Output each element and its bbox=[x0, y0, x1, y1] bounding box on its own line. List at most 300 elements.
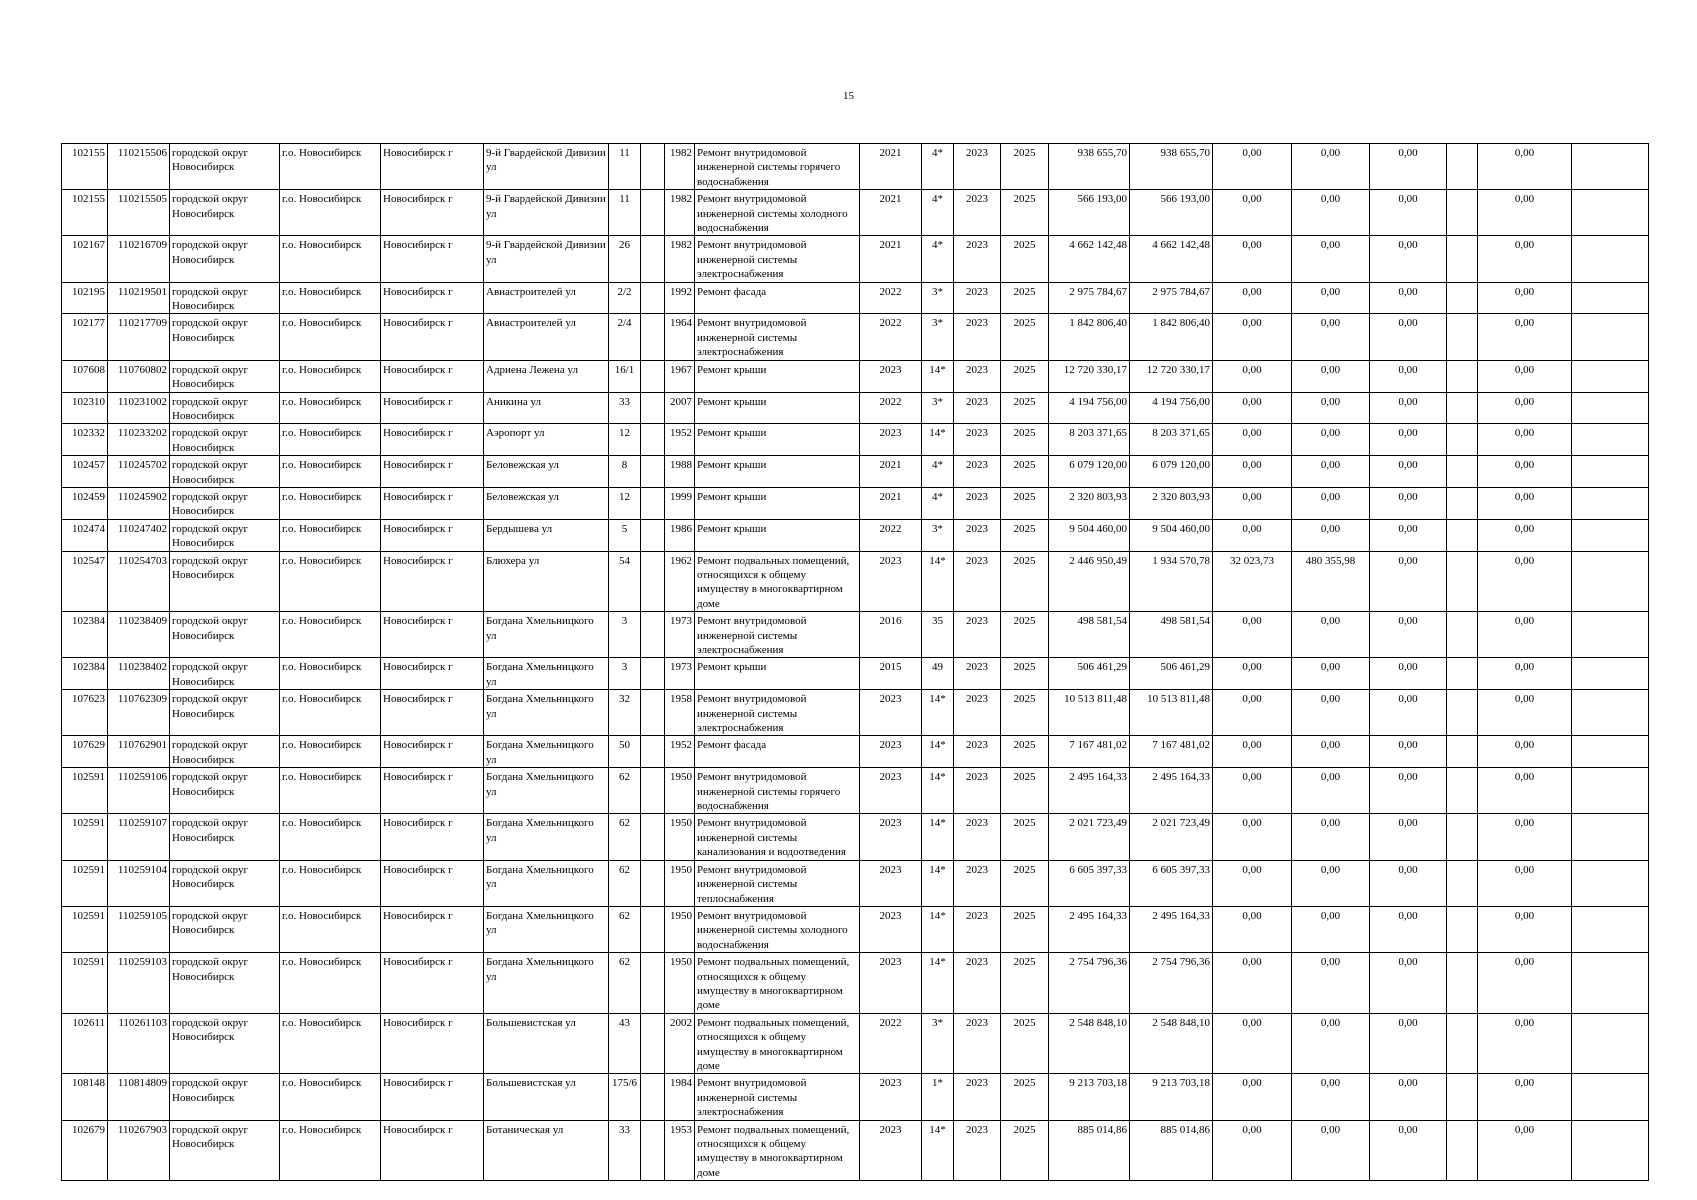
cell-fund-cost: 9 504 460,00 bbox=[1130, 519, 1213, 551]
cell-street: Большевистская ул bbox=[484, 1013, 609, 1074]
cell-empty-a bbox=[1447, 456, 1478, 488]
cell-year-built: 1973 bbox=[665, 612, 695, 658]
cell-budget-c: 0,00 bbox=[1370, 953, 1447, 1014]
table-row bbox=[62, 814, 1649, 860]
cell-budget-b: 0,00 bbox=[1292, 906, 1370, 952]
cell-municipality: г.о. Новосибирск bbox=[280, 392, 381, 424]
cell-budget-b: 0,00 bbox=[1292, 392, 1370, 424]
cell-municipality: г.о. Новосибирск bbox=[280, 736, 381, 768]
cell-district: городской округ Новосибирск bbox=[170, 690, 280, 736]
cell-house-number: 62 bbox=[609, 860, 641, 906]
cell-locality: Новосибирск г bbox=[381, 551, 484, 612]
cell-end-year: 2025 bbox=[1001, 768, 1049, 814]
cell-empty-b bbox=[1572, 768, 1649, 814]
cell-building bbox=[641, 906, 665, 952]
cell-start-year: 2023 bbox=[954, 658, 1001, 690]
cell-empty-a bbox=[1447, 551, 1478, 612]
cell-building bbox=[641, 736, 665, 768]
cell-fund-cost: 4 194 756,00 bbox=[1130, 392, 1213, 424]
cell-start-year: 2023 bbox=[954, 360, 1001, 392]
table-row bbox=[62, 1013, 1649, 1074]
cell-end-year: 2025 bbox=[1001, 860, 1049, 906]
cell-budget-c: 0,00 bbox=[1370, 456, 1447, 488]
cell-district: городской округ Новосибирск bbox=[170, 1013, 280, 1074]
cell-locality: Новосибирск г bbox=[381, 144, 484, 190]
cell-total-cost: 938 655,70 bbox=[1049, 144, 1130, 190]
cell-year-built: 1986 bbox=[665, 519, 695, 551]
cell-empty-b bbox=[1572, 392, 1649, 424]
cell-end-year: 2025 bbox=[1001, 658, 1049, 690]
cell-budget-c: 0,00 bbox=[1370, 690, 1447, 736]
cell-planned-year: 2023 bbox=[860, 1074, 922, 1120]
cell-street: Богдана Хмельницкого ул bbox=[484, 612, 609, 658]
repair-program-table-wrapper bbox=[61, 143, 1640, 1181]
cell-total-cost: 9 213 703,18 bbox=[1049, 1074, 1130, 1120]
cell-year-built: 1984 bbox=[665, 1074, 695, 1120]
cell-empty-a bbox=[1447, 612, 1478, 658]
cell-total-cost: 2 021 723,49 bbox=[1049, 814, 1130, 860]
cell-empty-a bbox=[1447, 1074, 1478, 1120]
cell-end-year: 2025 bbox=[1001, 1013, 1049, 1074]
cell-budget-c: 0,00 bbox=[1370, 360, 1447, 392]
cell-district: городской округ Новосибирск bbox=[170, 392, 280, 424]
cell-building bbox=[641, 424, 665, 456]
cell-district: городской округ Новосибирск bbox=[170, 144, 280, 190]
cell-work-code: 110245702 bbox=[108, 456, 170, 488]
cell-work-code: 110261103 bbox=[108, 1013, 170, 1074]
cell-work-code: 110233202 bbox=[108, 424, 170, 456]
cell-criterion: 3* bbox=[922, 392, 954, 424]
cell-total-cost: 6 605 397,33 bbox=[1049, 860, 1130, 906]
cell-end-year: 2025 bbox=[1001, 519, 1049, 551]
cell-building bbox=[641, 360, 665, 392]
cell-fund-cost: 7 167 481,02 bbox=[1130, 736, 1213, 768]
cell-budget-c: 0,00 bbox=[1370, 144, 1447, 190]
cell-house-id: 102384 bbox=[62, 612, 108, 658]
cell-year-built: 1950 bbox=[665, 906, 695, 952]
cell-total-cost: 885 014,86 bbox=[1049, 1120, 1130, 1181]
cell-empty-a bbox=[1447, 236, 1478, 282]
cell-street: 9-й Гвардейской Дивизии ул bbox=[484, 144, 609, 190]
cell-year-built: 1999 bbox=[665, 487, 695, 519]
cell-building bbox=[641, 314, 665, 360]
cell-fund-cost: 4 662 142,48 bbox=[1130, 236, 1213, 282]
cell-budget-c: 0,00 bbox=[1370, 612, 1447, 658]
cell-street: Адриена Лежена ул bbox=[484, 360, 609, 392]
cell-work-type: Ремонт внутридомовой инженерной системы электроснабжения bbox=[695, 1074, 860, 1120]
cell-year-built: 2007 bbox=[665, 392, 695, 424]
cell-fund-cost: 6 605 397,33 bbox=[1130, 860, 1213, 906]
cell-locality: Новосибирск г bbox=[381, 906, 484, 952]
cell-locality: Новосибирск г bbox=[381, 190, 484, 236]
cell-planned-year: 2023 bbox=[860, 736, 922, 768]
cell-end-year: 2025 bbox=[1001, 392, 1049, 424]
cell-work-code: 110215505 bbox=[108, 190, 170, 236]
cell-empty-a bbox=[1447, 860, 1478, 906]
cell-locality: Новосибирск г bbox=[381, 860, 484, 906]
cell-house-number: 11 bbox=[609, 190, 641, 236]
cell-municipality: г.о. Новосибирск bbox=[280, 236, 381, 282]
cell-work-code: 110259104 bbox=[108, 860, 170, 906]
cell-work-code: 110215506 bbox=[108, 144, 170, 190]
cell-street: Богдана Хмельницкого ул bbox=[484, 658, 609, 690]
cell-start-year: 2023 bbox=[954, 612, 1001, 658]
cell-budget-c: 0,00 bbox=[1370, 1074, 1447, 1120]
cell-end-year: 2025 bbox=[1001, 690, 1049, 736]
cell-budget-a: 0,00 bbox=[1213, 1074, 1292, 1120]
table-row bbox=[62, 953, 1649, 1014]
cell-planned-year: 2016 bbox=[860, 612, 922, 658]
cell-empty-b bbox=[1572, 612, 1649, 658]
cell-other-sources: 0,00 bbox=[1478, 236, 1572, 282]
cell-house-id: 102310 bbox=[62, 392, 108, 424]
cell-empty-a bbox=[1447, 1120, 1478, 1181]
cell-house-number: 26 bbox=[609, 236, 641, 282]
cell-municipality: г.о. Новосибирск bbox=[280, 690, 381, 736]
cell-other-sources: 0,00 bbox=[1478, 144, 1572, 190]
cell-district: городской округ Новосибирск bbox=[170, 860, 280, 906]
cell-house-id: 102611 bbox=[62, 1013, 108, 1074]
cell-start-year: 2023 bbox=[954, 236, 1001, 282]
cell-locality: Новосибирск г bbox=[381, 814, 484, 860]
cell-municipality: г.о. Новосибирск bbox=[280, 144, 381, 190]
cell-end-year: 2025 bbox=[1001, 190, 1049, 236]
cell-criterion: 14* bbox=[922, 906, 954, 952]
cell-end-year: 2025 bbox=[1001, 906, 1049, 952]
cell-district: городской округ Новосибирск bbox=[170, 456, 280, 488]
cell-criterion: 4* bbox=[922, 456, 954, 488]
cell-budget-a: 0,00 bbox=[1213, 144, 1292, 190]
cell-house-number: 8 bbox=[609, 456, 641, 488]
cell-fund-cost: 10 513 811,48 bbox=[1130, 690, 1213, 736]
cell-work-code: 110814809 bbox=[108, 1074, 170, 1120]
cell-house-number: 50 bbox=[609, 736, 641, 768]
cell-house-id: 102384 bbox=[62, 658, 108, 690]
cell-municipality: г.о. Новосибирск bbox=[280, 282, 381, 314]
cell-budget-b: 0,00 bbox=[1292, 1120, 1370, 1181]
cell-street: Аникина ул bbox=[484, 392, 609, 424]
cell-locality: Новосибирск г bbox=[381, 519, 484, 551]
cell-start-year: 2023 bbox=[954, 1074, 1001, 1120]
cell-total-cost: 2 495 164,33 bbox=[1049, 906, 1130, 952]
cell-street: Бердышева ул bbox=[484, 519, 609, 551]
cell-house-number: 5 bbox=[609, 519, 641, 551]
cell-district: городской округ Новосибирск bbox=[170, 906, 280, 952]
cell-work-type: Ремонт внутридомовой инженерной системы холодного водоснабжения bbox=[695, 906, 860, 952]
table-row bbox=[62, 768, 1649, 814]
cell-work-code: 110217709 bbox=[108, 314, 170, 360]
cell-empty-b bbox=[1572, 190, 1649, 236]
cell-budget-b: 0,00 bbox=[1292, 658, 1370, 690]
cell-locality: Новосибирск г bbox=[381, 456, 484, 488]
cell-fund-cost: 1 842 806,40 bbox=[1130, 314, 1213, 360]
cell-start-year: 2023 bbox=[954, 906, 1001, 952]
cell-empty-a bbox=[1447, 519, 1478, 551]
cell-budget-c: 0,00 bbox=[1370, 190, 1447, 236]
cell-criterion: 4* bbox=[922, 236, 954, 282]
cell-district: городской округ Новосибирск bbox=[170, 768, 280, 814]
cell-locality: Новосибирск г bbox=[381, 612, 484, 658]
cell-other-sources: 0,00 bbox=[1478, 1013, 1572, 1074]
cell-street: Богдана Хмельницкого ул bbox=[484, 768, 609, 814]
table-row bbox=[62, 1074, 1649, 1120]
cell-total-cost: 2 320 803,93 bbox=[1049, 487, 1130, 519]
cell-start-year: 2023 bbox=[954, 953, 1001, 1014]
cell-empty-a bbox=[1447, 487, 1478, 519]
cell-house-id: 102591 bbox=[62, 906, 108, 952]
cell-budget-a: 0,00 bbox=[1213, 487, 1292, 519]
cell-work-type: Ремонт крыши bbox=[695, 392, 860, 424]
cell-start-year: 2023 bbox=[954, 519, 1001, 551]
cell-end-year: 2025 bbox=[1001, 736, 1049, 768]
cell-empty-b bbox=[1572, 487, 1649, 519]
cell-budget-c: 0,00 bbox=[1370, 860, 1447, 906]
cell-planned-year: 2021 bbox=[860, 456, 922, 488]
cell-planned-year: 2015 bbox=[860, 658, 922, 690]
cell-budget-a: 0,00 bbox=[1213, 282, 1292, 314]
cell-work-type: Ремонт подвальных помещений, относящихся к общему имуществу в многоквартирном доме bbox=[695, 1013, 860, 1074]
cell-year-built: 2002 bbox=[665, 1013, 695, 1074]
cell-end-year: 2025 bbox=[1001, 814, 1049, 860]
cell-start-year: 2023 bbox=[954, 814, 1001, 860]
cell-budget-a: 0,00 bbox=[1213, 768, 1292, 814]
cell-building bbox=[641, 236, 665, 282]
cell-street: Богдана Хмельницкого ул bbox=[484, 860, 609, 906]
cell-locality: Новосибирск г bbox=[381, 236, 484, 282]
cell-municipality: г.о. Новосибирск bbox=[280, 658, 381, 690]
cell-empty-b bbox=[1572, 906, 1649, 952]
cell-building bbox=[641, 282, 665, 314]
cell-house-id: 102459 bbox=[62, 487, 108, 519]
cell-locality: Новосибирск г bbox=[381, 314, 484, 360]
cell-house-number: 12 bbox=[609, 424, 641, 456]
cell-year-built: 1952 bbox=[665, 736, 695, 768]
cell-start-year: 2023 bbox=[954, 736, 1001, 768]
cell-criterion: 4* bbox=[922, 190, 954, 236]
cell-work-code: 110245902 bbox=[108, 487, 170, 519]
cell-other-sources: 0,00 bbox=[1478, 487, 1572, 519]
page-number: 15 bbox=[843, 90, 854, 102]
cell-criterion: 4* bbox=[922, 144, 954, 190]
cell-start-year: 2023 bbox=[954, 314, 1001, 360]
cell-end-year: 2025 bbox=[1001, 1074, 1049, 1120]
cell-budget-a: 32 023,73 bbox=[1213, 551, 1292, 612]
cell-house-id: 102591 bbox=[62, 814, 108, 860]
cell-district: городской округ Новосибирск bbox=[170, 236, 280, 282]
cell-municipality: г.о. Новосибирск bbox=[280, 1013, 381, 1074]
cell-street: Авиастроителей ул bbox=[484, 282, 609, 314]
cell-fund-cost: 506 461,29 bbox=[1130, 658, 1213, 690]
cell-empty-a bbox=[1447, 392, 1478, 424]
cell-municipality: г.о. Новосибирск bbox=[280, 1074, 381, 1120]
cell-work-type: Ремонт внутридомовой инженерной системы теплоснабжения bbox=[695, 860, 860, 906]
cell-budget-c: 0,00 bbox=[1370, 736, 1447, 768]
table-row bbox=[62, 456, 1649, 488]
cell-budget-c: 0,00 bbox=[1370, 906, 1447, 952]
cell-district: городской округ Новосибирск bbox=[170, 658, 280, 690]
cell-municipality: г.о. Новосибирск bbox=[280, 456, 381, 488]
cell-year-built: 1982 bbox=[665, 236, 695, 282]
cell-year-built: 1982 bbox=[665, 190, 695, 236]
cell-house-number: 3 bbox=[609, 658, 641, 690]
cell-work-type: Ремонт внутридомовой инженерной системы электроснабжения bbox=[695, 612, 860, 658]
cell-house-number: 62 bbox=[609, 768, 641, 814]
cell-total-cost: 2 495 164,33 bbox=[1049, 768, 1130, 814]
cell-budget-a: 0,00 bbox=[1213, 612, 1292, 658]
cell-fund-cost: 6 079 120,00 bbox=[1130, 456, 1213, 488]
cell-budget-a: 0,00 bbox=[1213, 953, 1292, 1014]
cell-municipality: г.о. Новосибирск bbox=[280, 190, 381, 236]
cell-budget-b: 0,00 bbox=[1292, 282, 1370, 314]
cell-fund-cost: 2 548 848,10 bbox=[1130, 1013, 1213, 1074]
cell-locality: Новосибирск г bbox=[381, 1074, 484, 1120]
cell-municipality: г.о. Новосибирск bbox=[280, 953, 381, 1014]
cell-municipality: г.о. Новосибирск bbox=[280, 860, 381, 906]
cell-budget-c: 0,00 bbox=[1370, 487, 1447, 519]
cell-budget-a: 0,00 bbox=[1213, 190, 1292, 236]
cell-house-number: 62 bbox=[609, 953, 641, 1014]
cell-start-year: 2023 bbox=[954, 860, 1001, 906]
cell-total-cost: 2 446 950,49 bbox=[1049, 551, 1130, 612]
cell-street: Богдана Хмельницкого ул bbox=[484, 906, 609, 952]
cell-house-id: 102474 bbox=[62, 519, 108, 551]
cell-budget-c: 0,00 bbox=[1370, 392, 1447, 424]
cell-budget-b: 0,00 bbox=[1292, 424, 1370, 456]
cell-year-built: 1950 bbox=[665, 860, 695, 906]
cell-criterion: 49 bbox=[922, 658, 954, 690]
cell-work-code: 110259107 bbox=[108, 814, 170, 860]
cell-year-built: 1950 bbox=[665, 814, 695, 860]
cell-other-sources: 0,00 bbox=[1478, 768, 1572, 814]
cell-budget-a: 0,00 bbox=[1213, 1120, 1292, 1181]
cell-building bbox=[641, 456, 665, 488]
table-row bbox=[62, 519, 1649, 551]
cell-empty-b bbox=[1572, 1074, 1649, 1120]
cell-total-cost: 12 720 330,17 bbox=[1049, 360, 1130, 392]
cell-work-type: Ремонт внутридомовой инженерной системы горячего водоснабжения bbox=[695, 768, 860, 814]
cell-budget-c: 0,00 bbox=[1370, 1013, 1447, 1074]
cell-planned-year: 2021 bbox=[860, 487, 922, 519]
cell-work-code: 110238409 bbox=[108, 612, 170, 658]
cell-fund-cost: 2 495 164,33 bbox=[1130, 906, 1213, 952]
cell-planned-year: 2023 bbox=[860, 768, 922, 814]
cell-work-code: 110254703 bbox=[108, 551, 170, 612]
cell-work-type: Ремонт внутридомовой инженерной системы электроснабжения bbox=[695, 314, 860, 360]
cell-house-number: 175/6 bbox=[609, 1074, 641, 1120]
table-row bbox=[62, 392, 1649, 424]
cell-municipality: г.о. Новосибирск bbox=[280, 487, 381, 519]
cell-empty-b bbox=[1572, 360, 1649, 392]
cell-house-number: 2/2 bbox=[609, 282, 641, 314]
cell-municipality: г.о. Новосибирск bbox=[280, 314, 381, 360]
cell-work-code: 110259103 bbox=[108, 953, 170, 1014]
cell-empty-a bbox=[1447, 360, 1478, 392]
cell-street: Большевистская ул bbox=[484, 1074, 609, 1120]
table-row bbox=[62, 144, 1649, 190]
cell-building bbox=[641, 953, 665, 1014]
cell-criterion: 14* bbox=[922, 690, 954, 736]
cell-total-cost: 566 193,00 bbox=[1049, 190, 1130, 236]
cell-other-sources: 0,00 bbox=[1478, 360, 1572, 392]
cell-planned-year: 2023 bbox=[860, 814, 922, 860]
cell-planned-year: 2023 bbox=[860, 360, 922, 392]
repair-program-table bbox=[61, 143, 1649, 1181]
cell-criterion: 1* bbox=[922, 1074, 954, 1120]
cell-empty-b bbox=[1572, 519, 1649, 551]
cell-criterion: 3* bbox=[922, 519, 954, 551]
cell-other-sources: 0,00 bbox=[1478, 1074, 1572, 1120]
cell-end-year: 2025 bbox=[1001, 953, 1049, 1014]
cell-work-type: Ремонт внутридомовой инженерной системы горячего водоснабжения bbox=[695, 144, 860, 190]
cell-total-cost: 4 662 142,48 bbox=[1049, 236, 1130, 282]
cell-year-built: 1992 bbox=[665, 282, 695, 314]
cell-locality: Новосибирск г bbox=[381, 768, 484, 814]
cell-year-built: 1982 bbox=[665, 144, 695, 190]
cell-budget-b: 0,00 bbox=[1292, 1074, 1370, 1120]
cell-municipality: г.о. Новосибирск bbox=[280, 551, 381, 612]
cell-criterion: 14* bbox=[922, 424, 954, 456]
cell-work-type: Ремонт внутридомовой инженерной системы электроснабжения bbox=[695, 236, 860, 282]
cell-total-cost: 1 842 806,40 bbox=[1049, 314, 1130, 360]
cell-end-year: 2025 bbox=[1001, 487, 1049, 519]
cell-empty-a bbox=[1447, 814, 1478, 860]
cell-total-cost: 2 548 848,10 bbox=[1049, 1013, 1130, 1074]
cell-street: 9-й Гвардейской Дивизии ул bbox=[484, 236, 609, 282]
cell-budget-a: 0,00 bbox=[1213, 658, 1292, 690]
cell-other-sources: 0,00 bbox=[1478, 424, 1572, 456]
cell-work-type: Ремонт внутридомовой инженерной системы электроснабжения bbox=[695, 690, 860, 736]
cell-start-year: 2023 bbox=[954, 690, 1001, 736]
cell-house-id: 107629 bbox=[62, 736, 108, 768]
cell-other-sources: 0,00 bbox=[1478, 690, 1572, 736]
cell-budget-c: 0,00 bbox=[1370, 1120, 1447, 1181]
cell-building bbox=[641, 551, 665, 612]
cell-street: Беловежская ул bbox=[484, 487, 609, 519]
cell-budget-c: 0,00 bbox=[1370, 424, 1447, 456]
cell-building bbox=[641, 144, 665, 190]
cell-year-built: 1988 bbox=[665, 456, 695, 488]
cell-house-id: 102591 bbox=[62, 953, 108, 1014]
cell-empty-b bbox=[1572, 282, 1649, 314]
cell-criterion: 14* bbox=[922, 768, 954, 814]
cell-house-id: 102155 bbox=[62, 144, 108, 190]
cell-building bbox=[641, 690, 665, 736]
cell-start-year: 2023 bbox=[954, 392, 1001, 424]
cell-fund-cost: 2 495 164,33 bbox=[1130, 768, 1213, 814]
cell-house-id: 102332 bbox=[62, 424, 108, 456]
cell-year-built: 1958 bbox=[665, 690, 695, 736]
cell-budget-b: 0,00 bbox=[1292, 144, 1370, 190]
cell-empty-a bbox=[1447, 424, 1478, 456]
cell-empty-b bbox=[1572, 424, 1649, 456]
cell-building bbox=[641, 860, 665, 906]
cell-other-sources: 0,00 bbox=[1478, 953, 1572, 1014]
cell-work-code: 110762901 bbox=[108, 736, 170, 768]
cell-empty-a bbox=[1447, 906, 1478, 952]
cell-budget-c: 0,00 bbox=[1370, 519, 1447, 551]
cell-street: 9-й Гвардейской Дивизии ул bbox=[484, 190, 609, 236]
cell-building bbox=[641, 1120, 665, 1181]
cell-budget-b: 0,00 bbox=[1292, 456, 1370, 488]
cell-district: городской округ Новосибирск bbox=[170, 360, 280, 392]
cell-other-sources: 0,00 bbox=[1478, 736, 1572, 768]
cell-budget-a: 0,00 bbox=[1213, 814, 1292, 860]
cell-work-type: Ремонт крыши bbox=[695, 658, 860, 690]
cell-start-year: 2023 bbox=[954, 1013, 1001, 1074]
cell-municipality: г.о. Новосибирск bbox=[280, 768, 381, 814]
cell-empty-a bbox=[1447, 282, 1478, 314]
cell-other-sources: 0,00 bbox=[1478, 860, 1572, 906]
